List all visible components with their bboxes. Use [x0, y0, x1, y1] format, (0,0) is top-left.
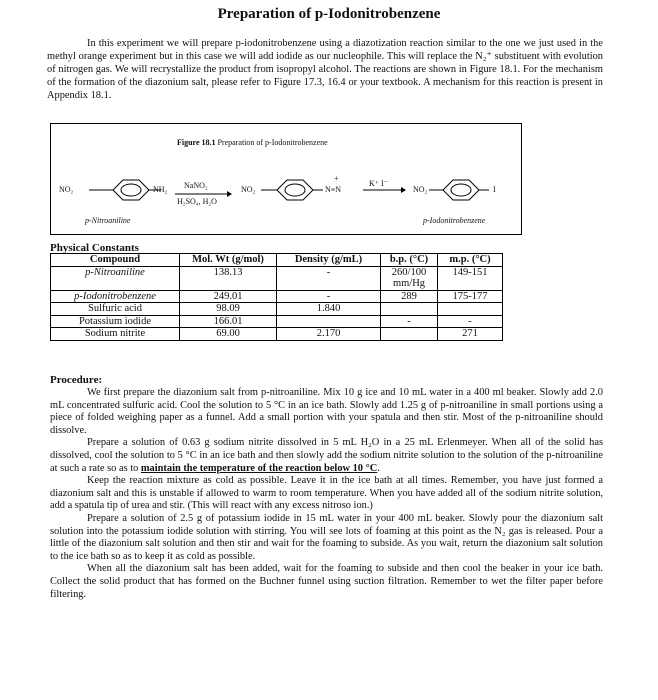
p2-emphasis: maintain the temperature of the reaction below 10 °C	[140, 462, 378, 474]
cell-mp: 271	[438, 328, 503, 341]
procedure-paragraph-2	[50, 437, 603, 475]
benzene-ring-1	[89, 180, 161, 200]
cell-mw: 98.09	[180, 303, 277, 316]
cell-mp: 149-151	[438, 266, 503, 290]
figure-number: Figure 18.1	[177, 138, 216, 147]
cell-mp: -	[438, 315, 503, 328]
table-row	[51, 315, 503, 328]
physical-constants-heading: Physical Constants	[50, 242, 139, 254]
intro-paragraph: In this experiment we will prepare p-iodonitrobenzene using a diazotization reaction similar to the one we just used in the methyl orange experiment but in this case we will add iodide as our nucleophile. This will replace the N₂⁺ substituent with evolution of nitrogen gas. We will recrystallize the product from isopropyl alcohol. The reactions are shown in Figure 18.1. For the mechanism of the formation of the diazonium salt, please refer to Figure 17.3, 16.4 or your textbook. A mechanism for this reaction is present in Appendix 18.1.	[47, 38, 603, 101]
cell-compound: Sodium nitrite	[51, 328, 180, 341]
reagent-bottom: H₂SO₄, H₂O	[177, 197, 217, 206]
procedure-paragraph-4: Prepare a solution of 2.5 g of potassium iodide in 15 mL water in your 400 mL beaker. Slowly pour the diazonium salt solution into the potassium iodide solution with stirring. You will see lots of foaming at this point as the N₂ gas is released. Pour a little of the diazonium salt solution and then stir and wait for the foaming to subside. As you wait, return the diazonium salt solution to the ice bath so as to keep it as cold as possible.	[50, 512, 603, 562]
ki-reagent: K⁺ I⁻	[369, 179, 388, 188]
p2-text-c: .	[377, 462, 380, 474]
cell-mp	[438, 303, 503, 316]
benzene-ring-2	[261, 180, 323, 200]
page-title: Preparation of p-Iodonitrobenzene	[217, 6, 441, 22]
cell-bp: -	[381, 315, 438, 328]
cell-density: -	[277, 266, 381, 290]
cell-density: 2.170	[277, 328, 381, 341]
physical-constants-table	[50, 253, 503, 341]
procedure-paragraph-3: Keep the reaction mixture as cold as possible. Leave it in the ice bath at all times. Remember, you have just formed a diazonium salt and this is unstable if allowed to warm to room temperature. When you have added all of the sodium nitrite solution, add a spatula tip of urea and stir. (This will react with any excess nitroso ion.)	[50, 475, 603, 512]
cell-mw: 69.00	[180, 328, 277, 341]
col-mp: m.p. (°C)	[438, 254, 503, 267]
cell-mw: 138.13	[180, 266, 277, 290]
cell-bp: 260/100 mm/Hg	[381, 266, 438, 290]
figure-caption-text: Preparation of p-Iodonitrobenzene	[217, 138, 328, 147]
col-mw: Mol. Wt (g/mol)	[180, 254, 277, 267]
diazonium-group: N≡N	[325, 185, 342, 194]
nh2-group: NH₂	[153, 185, 168, 194]
cell-compound: p-Nitroaniline	[51, 266, 180, 290]
no2-left: NO₂	[59, 185, 74, 194]
cell-compound: p-Iodonitrobenzene	[51, 290, 180, 303]
table-row	[51, 328, 503, 341]
cell-compound: Potassium iodide	[51, 315, 180, 328]
cell-density	[277, 315, 381, 328]
benzene-ring-3	[429, 180, 489, 200]
product-label: p-Iodonitrobenzene	[423, 216, 486, 225]
cell-compound: Sulfuric acid	[51, 303, 180, 316]
col-bp: b.p. (°C)	[381, 254, 438, 267]
procedure-heading: Procedure:	[50, 374, 103, 386]
start-label: p-Nitroaniline	[85, 216, 131, 225]
reagent-top: NaNO₂	[184, 181, 208, 190]
reaction-figure	[50, 123, 522, 235]
diazonium-charge: +	[334, 174, 339, 183]
procedure-body	[50, 387, 603, 601]
no2-mid: NO₂	[241, 185, 256, 194]
p2-text-a: Prepare a solution of 0.63 g sodium nitrite dissolved in 5 mL H₂O in a 25 mL Erlenmeyer. When all of the solid has dissolved, cool the solution to 5 °C in an ice bath and then slowly add the sodium nitrite solution to the solution of the p-nitroaniline at such a rate so as to	[50, 437, 603, 474]
cell-mw: 166.01	[180, 315, 277, 328]
cell-bp: 289	[381, 290, 438, 303]
col-density: Density (g/mL)	[277, 254, 381, 267]
cell-mp: 175-177	[438, 290, 503, 303]
procedure-paragraph-1: We first prepare the diazonium salt from p-nitroaniline. Mix 10 g ice and 10 mL water in a 400 ml beaker. Slowly add 2.0 mL concentrated sulfuric acid. Cool the solution to 5 °C in an ice bath. Slowly add 1.25 g of p-nitroaniline in small portions using a piece of folded weighing paper as a funnel. Add a small portion with your spatula and then stir. Most of the p-nitroaniline should dissolve.	[50, 387, 603, 436]
cell-density: 1.840	[277, 303, 381, 316]
iodine-atom: I	[493, 185, 496, 194]
table-header-row	[51, 254, 503, 267]
table-row	[51, 266, 503, 290]
col-compound: Compound	[51, 254, 180, 267]
cell-density: -	[277, 290, 381, 303]
table-row	[51, 290, 503, 303]
cell-bp	[381, 303, 438, 316]
no2-right: NO₂	[413, 185, 428, 194]
cell-bp	[381, 328, 438, 341]
table-row	[51, 303, 503, 316]
procedure-paragraph-5: When all the diazonium salt has been added, wait for the foaming to subside and then cool the beaker in your ice bath. Collect the solid product that has formed on the Buchner funnel using suction filtration. Remember to wet the filter paper before filtering.	[50, 563, 603, 600]
cell-mw: 249.01	[180, 290, 277, 303]
